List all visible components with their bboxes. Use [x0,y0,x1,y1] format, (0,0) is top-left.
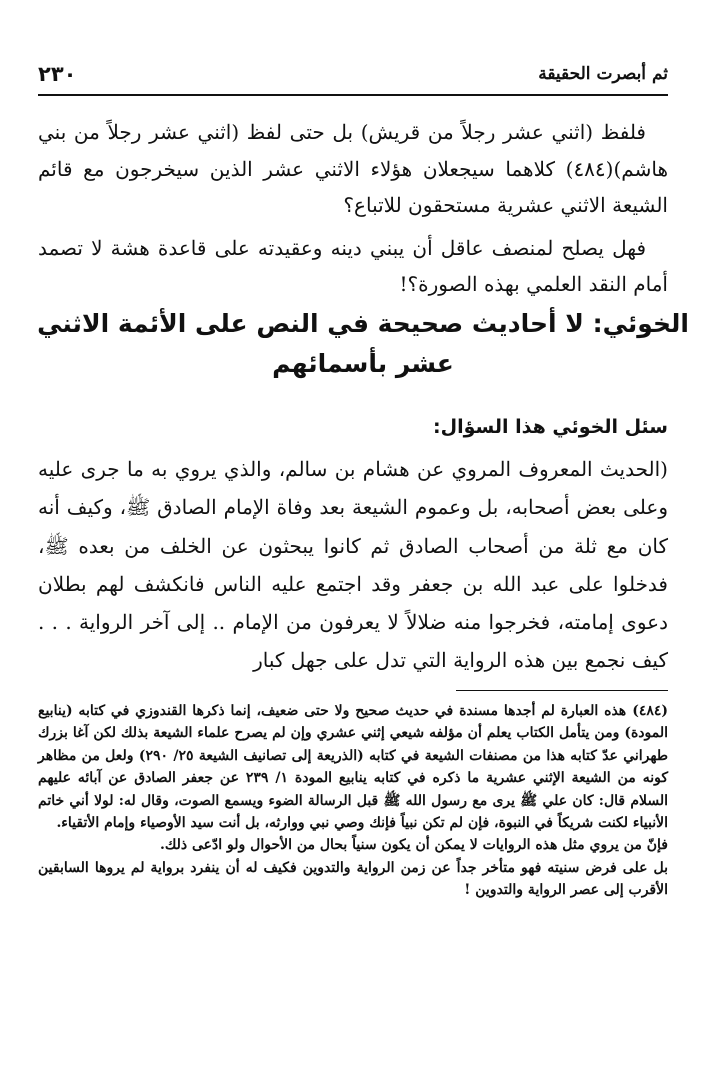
question-block [38,408,668,679]
running-title: ثم أبصرت الحقيقة [538,64,668,84]
footnote-marker: (٤٨٤) [632,703,668,719]
paragraph-1: فلفظ (اثني عشر رجلاً من قريش) بل حتى لفظ (اثني عشر رجلاً من بني هاشم)(٤٨٤) كلاهما سيجعلان هؤلاء الاثني عشر الذين سيخرجون مع قائم الشيعة الاثني عشرية مستحقون للاتباع؟ [38,120,668,217]
question-text: (الحديث المعروف المروي عن هشام بن سالم، والذي يروي به ما جرى عليه وعلى بعض أصحابه، بل وعموم الشيعة بعد وفاة الإمام الصادق ﷺ، وكيف أنه كان مع ثلة من أصحاب الصادق ثم كانوا يبحثون عن الخلف من بعده ﷺ، فدخلوا على عبد الله بن جعفر وقد اجتمع عليه الناس فانكشف لهم بطلان دعوى إمامته، فخرجوا منه ضلالاً لا يعرفون من الإمام .. إلى آخر الرواية . . . كيف نجمع بين هذه الرواية التي تدل على جهل كبار [38,457,668,673]
footnote-divider [456,690,668,691]
footnote-484-continued-2: بل على فرض سنيته فهو متأخر جداً عن زمن الرواية والتدوين فكيف له أن ينفرد برواية لم يروها السابقين الأقرب إلى عصر الرواية والتدوين ! [38,859,668,899]
page-number: ٢٣٠ [38,62,77,86]
main-text [38,114,668,309]
footnotes [38,700,668,902]
footnote-484-text: هذه العبارة لم أجدها مسندة في حديث صحيح ولا حتى ضعيف، إنما ذكرها القندوزي في كتابه (ينابيع المودة) ومن يتأمل الكتاب يعلم أن مؤلفه شيعي إثني عشري وإن لم يصرح علماء الشيعة بذلك لكن آغا بزرك طهراني عدّ كتابه هذا من مصنفات الشيعة في كتابه (الذريعة إلى تصانيف الشيعة ٢٥/ ٢٩٠) ولعل من مظاهر كونه من الشيعة الإثني عشرية ما ذكره في كتابه ينابيع المودة ١/ ٢٣٩ عن جعفر الصادق عن آبائه عليهم السلام قال: كان علي ﷺ يرى مع رسول الله ﷺ قبل الرسالة الضوء ويسمع الصوت، وقال له: لولا أني خاتم الأنبياء لكنت شريكاً في النبوة، فإن لم تكن نبياً فإنك وصي نبي ووارثه، بل أنت سيد الأوصياء وإمام الأتقياء. [38,703,668,832]
page-header [38,60,668,96]
footnote-484-continued-1: فإنّ من يروي مثل هذه الروايات لا يمكن أن يكون سنياً بحال من الأحوال ولو ادّعى ذلك. [159,837,668,854]
footnote-484 [38,700,668,834]
question-label: سئل الخوئي هذا السؤال: [432,416,668,438]
section-heading: الخوئي: لا أحاديث صحيحة في النص على الأئمة الاثني عشر بأسمائهم [37,309,689,378]
paragraph-2: فهل يصلح لمنصف عاقل أن يبني دينه وعقيدته على قاعدة هشة لا تصمد أمام النقد العلمي بهذه الصورة؟! [38,235,668,296]
